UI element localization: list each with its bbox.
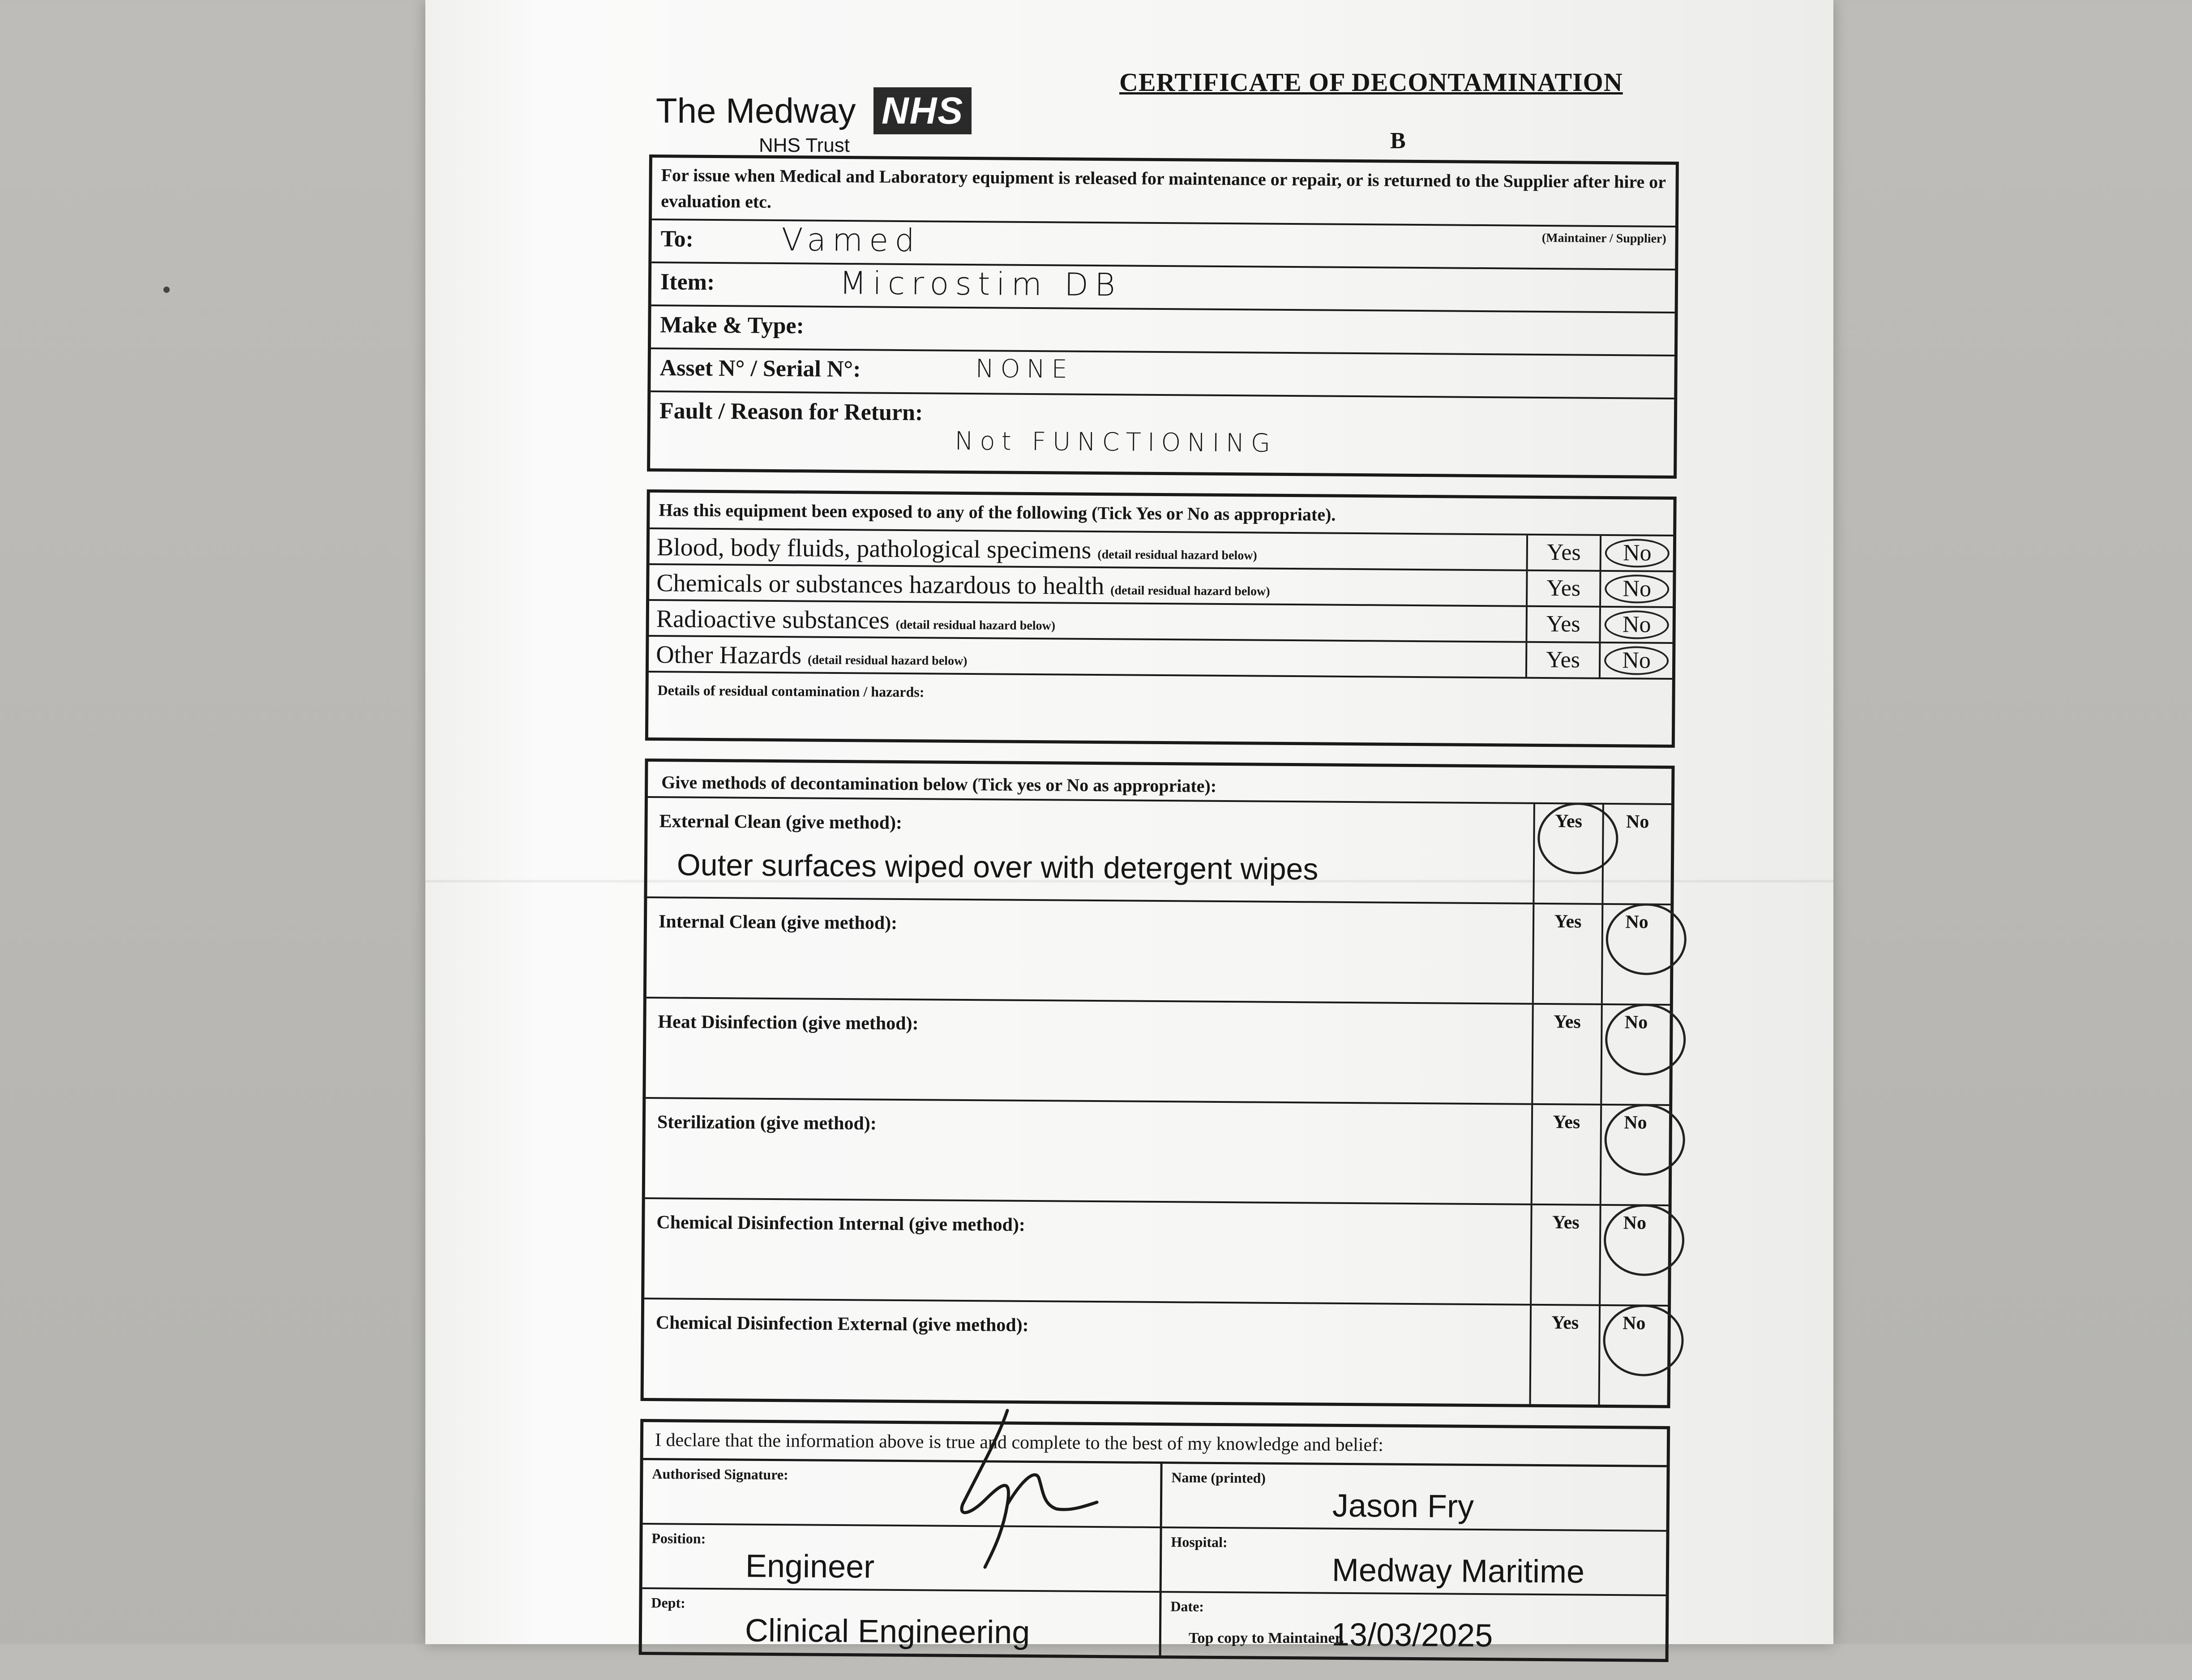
- hazard-no-selected[interactable]: No: [1599, 643, 1673, 678]
- hazard-note: (detail residual hazard below): [1097, 548, 1257, 563]
- name-cell: [1162, 1464, 1667, 1530]
- issue-note: For issue when Medical and Laboratory equipment is released for maintenance or repair, or is returned to the Supplier after hire or evaluation etc.: [661, 165, 1666, 212]
- hazard-yes[interactable]: Yes: [1525, 643, 1599, 677]
- footer-note: Top copy to Maintainer.: [1189, 1630, 1344, 1646]
- hazard-row: [649, 563, 1673, 606]
- signature-label: Authorised Signature:: [652, 1466, 788, 1483]
- item-label: Item:: [660, 269, 715, 296]
- declaration-statement: I declare that the information above is true and complete to the best of my knowledge and belief:: [655, 1430, 1384, 1456]
- hazard-label: Radioactive substances: [656, 605, 890, 634]
- hazard-row: [649, 635, 1673, 678]
- to-row: [651, 219, 1675, 269]
- method-row: [646, 997, 1670, 1104]
- selection-ring: [1604, 1204, 1685, 1276]
- hazard-note: (detail residual hazard below): [895, 617, 1056, 633]
- hazard-row: [649, 599, 1673, 642]
- method-no[interactable]: No: [1600, 1106, 1670, 1204]
- asset-label: Asset N° / Serial N°:: [659, 355, 861, 382]
- item-row: [651, 261, 1675, 312]
- equipment-box: [647, 154, 1679, 479]
- method-label: Sterilization (give method):: [657, 1112, 877, 1134]
- date-label: Date:: [1170, 1598, 1204, 1615]
- hazard-note: (detail residual hazard below): [1110, 583, 1270, 599]
- hospital-label: Hospital:: [1171, 1534, 1228, 1551]
- fault-row: [650, 390, 1674, 476]
- org-subtitle: NHS Trust: [759, 134, 850, 156]
- fault-value: Not FUNCTIONING: [955, 426, 1277, 458]
- method-label: Internal Clean (give method):: [658, 911, 898, 934]
- method-no[interactable]: No: [1600, 1005, 1670, 1104]
- fault-label: Fault / Reason for Return:: [659, 398, 923, 426]
- certificate-form: [638, 154, 1679, 1680]
- nhs-badge: NHS: [873, 87, 972, 134]
- declaration-grid: [642, 1458, 1667, 1659]
- hazard-label: Chemicals or substances hazardous to health: [656, 569, 1105, 600]
- method-label: External Clean (give method):: [659, 811, 903, 833]
- date-value: 13/03/2025: [1331, 1616, 1493, 1654]
- methods-heading: Give methods of decontamination below (Tick yes or No as appropriate):: [661, 772, 1217, 796]
- name-value: Jason Fry: [1332, 1487, 1474, 1525]
- method-label: Heat Disinfection (give method):: [658, 1011, 919, 1034]
- asset-value: NONE: [975, 354, 1074, 384]
- hazard-no-selected[interactable]: No: [1599, 572, 1673, 606]
- make-label: Make & Type:: [660, 312, 805, 339]
- dept-cell: [642, 1587, 1162, 1655]
- selection-ring: [1603, 1304, 1684, 1376]
- hazard-label: Blood, body fluids, pathological specimens: [656, 533, 1092, 564]
- hazards-box: [645, 489, 1677, 748]
- method-no[interactable]: No: [1598, 1306, 1668, 1405]
- method-text: Outer surfaces wiped over with detergent wipes: [676, 848, 1319, 887]
- method-yes[interactable]: Yes: [1532, 904, 1602, 1003]
- trust-logo: [656, 87, 972, 157]
- asset-row: [651, 347, 1674, 398]
- hazard-yes[interactable]: Yes: [1525, 607, 1599, 642]
- make-row: [651, 304, 1675, 355]
- method-yes[interactable]: Yes: [1531, 1105, 1601, 1204]
- method-no[interactable]: No: [1599, 1206, 1669, 1305]
- method-row: [644, 1197, 1669, 1305]
- method-yes[interactable]: Yes: [1533, 804, 1602, 903]
- selection-ring: [1605, 1003, 1686, 1076]
- methods-box: [641, 759, 1675, 1408]
- to-hint: (Maintainer / Supplier): [1541, 231, 1666, 246]
- dept-value: Clinical Engineering: [745, 1612, 1030, 1651]
- item-value: Microstim DB: [839, 264, 1122, 304]
- hazard-no-selected[interactable]: No: [1600, 536, 1674, 570]
- declaration-box: [639, 1419, 1670, 1662]
- to-value: Vamed: [781, 221, 921, 259]
- dept-label: Dept:: [651, 1594, 685, 1611]
- method-row: [645, 1097, 1670, 1204]
- method-yes[interactable]: Yes: [1529, 1306, 1599, 1405]
- certificate-title: CERTIFICATE OF DECONTAMINATION: [1119, 68, 1623, 97]
- method-row: [647, 796, 1671, 904]
- name-label: Name (printed): [1171, 1469, 1266, 1486]
- position-label: Position:: [651, 1530, 706, 1547]
- method-yes[interactable]: Yes: [1531, 1005, 1601, 1104]
- method-no[interactable]: No: [1601, 905, 1671, 1004]
- hospital-cell: [1162, 1526, 1666, 1594]
- org-name: The Medway: [656, 91, 856, 130]
- form-variant: B: [1390, 128, 1406, 154]
- method-label: Chemical Disinfection Internal (give method):: [656, 1212, 1026, 1235]
- method-row: [646, 896, 1671, 1004]
- hazard-details: Details of residual contamination / hazards:: [648, 671, 1672, 745]
- method-label: Chemical Disinfection External (give method):: [655, 1312, 1029, 1336]
- method-row: [644, 1298, 1668, 1405]
- hazard-note: (detail residual hazard below): [807, 653, 968, 668]
- background-speck: [163, 287, 170, 293]
- to-label: To:: [660, 226, 694, 252]
- hazard-yes[interactable]: Yes: [1526, 571, 1600, 606]
- date-cell: [1161, 1591, 1666, 1659]
- hazard-label: Other Hazards: [655, 641, 802, 670]
- hazard-yes[interactable]: Yes: [1526, 536, 1600, 570]
- selection-ring: [1604, 1104, 1685, 1176]
- hazard-no-selected[interactable]: No: [1599, 608, 1673, 642]
- selection-ring: [1605, 903, 1687, 975]
- hospital-value: Medway Maritime: [1331, 1552, 1585, 1590]
- method-no[interactable]: No: [1601, 805, 1671, 904]
- handwritten-signature: [954, 1401, 1101, 1572]
- hazard-row: [650, 527, 1674, 570]
- position-value: Engineer: [745, 1548, 875, 1585]
- method-yes[interactable]: Yes: [1530, 1205, 1600, 1304]
- hazards-heading: Has this equipment been exposed to any of the following (Tick Yes or No as appropriate).: [659, 500, 1336, 525]
